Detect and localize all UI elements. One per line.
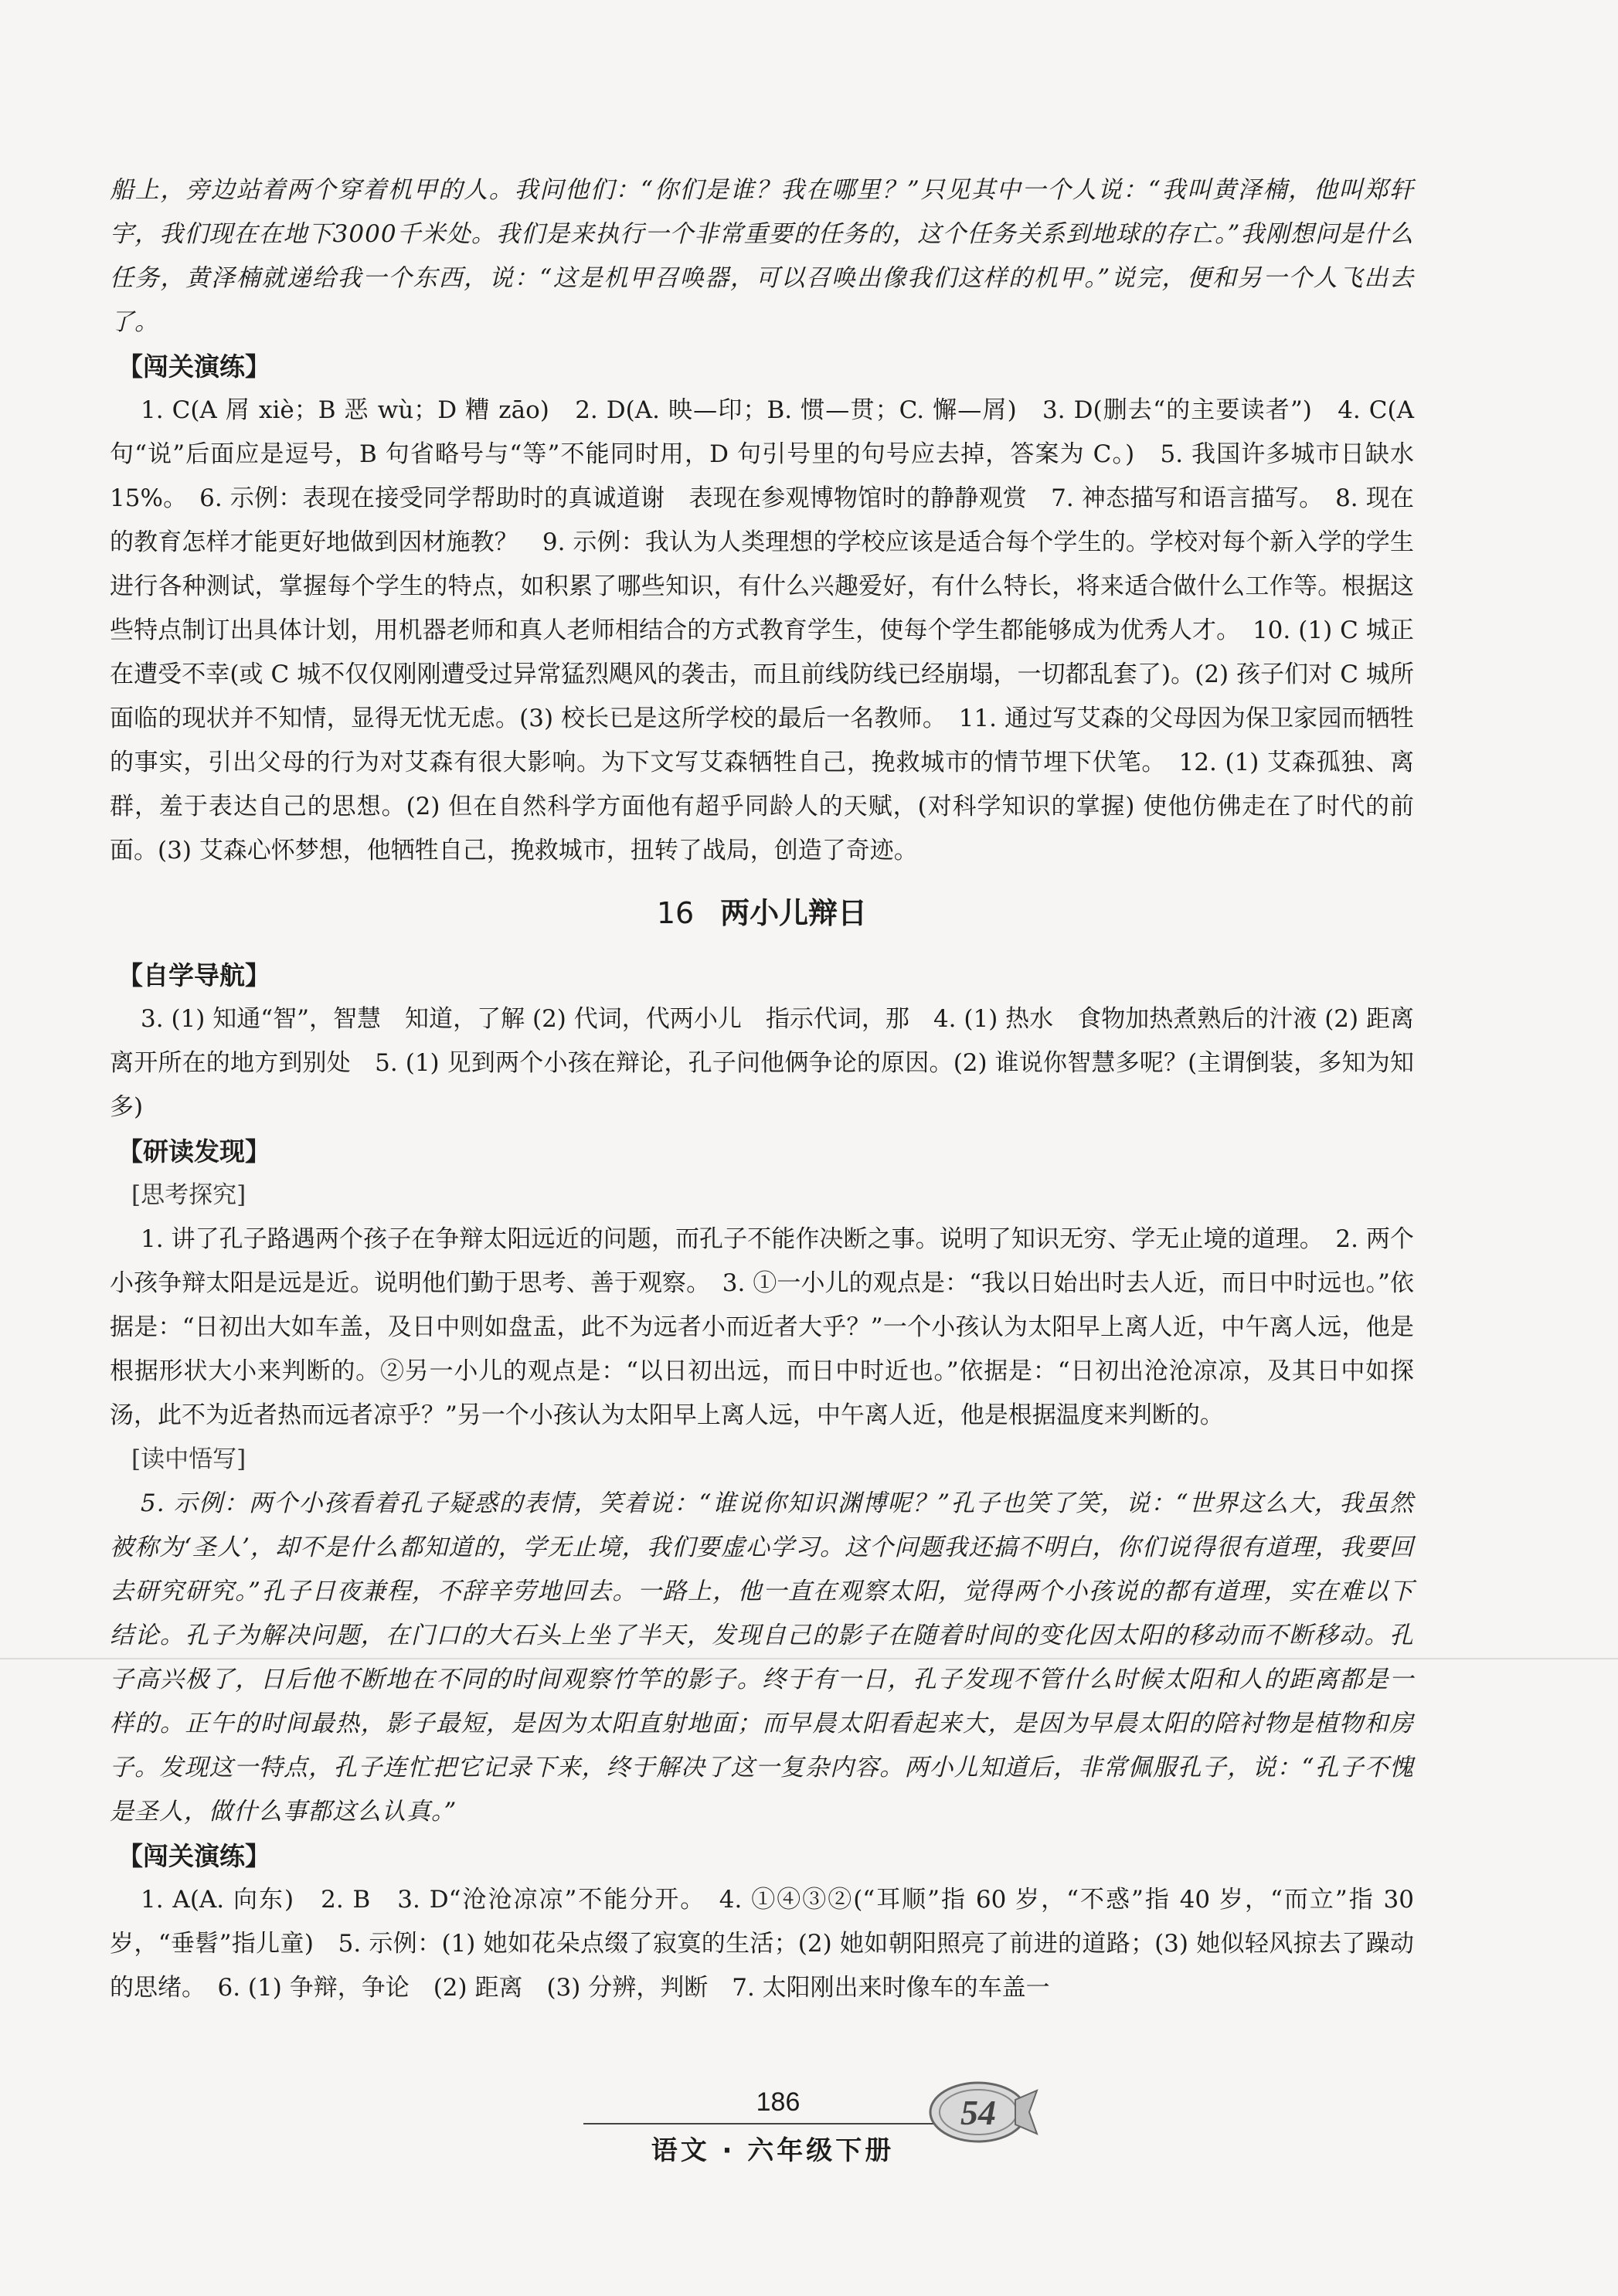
publisher-logo-icon — [924, 2077, 1040, 2148]
section-heading-self-study: 【自学导航】 — [117, 960, 270, 990]
story-continuation: 船上，旁边站着两个穿着机甲的人。我问他们：“你们是谁？我在哪里？”只见其中一个人说：“我叫黄泽楠，他叫郑轩宇，我们现在在地下3000千米处。我们是来执行一个非常重要的任务的，这个任务关系到地球的存亡。”我刚想问是什么任务，黄泽楠就递给我一个东西，说：“这是机甲召唤器，可以召唤出像我们这样的机甲。”说完，便和另一个人飞出去了。 — [110, 176, 1414, 336]
lesson-name: 两小儿辩日 — [720, 896, 868, 930]
subheading-reading-writing: [读中悟写] — [131, 1445, 246, 1473]
section-text-practice-1: 1. C(A 屑 xiè；B 恶 wù；D 糟 zāo) 2. D(A. 映—印；B. 惯—贯；C. 懈—屑) 3. D(删去“的主要读者”) 4. C(A 句“说”后面应是逗号，B 句省略号与“等”不能同时用，D 句引号里的句号应去掉，答案为 C。) 5. 我国许多城市日缺水 15%。 6. 示例：表现在接受同学帮助时的真诚道谢 表现在参观博物馆时的静静观赏 7. 神态描写和语言描写。 8. 现在的教育怎样才能更好地做到因材施教？ 9. 示例：我认为人类理想的学校应该是适合每个学生的。学校对每个新入学的学生进行各种测试，掌握每个学生的特点，如积累了哪些知识，有什么兴趣爱好，有什么特长，将来适合做什么工作等。根据这些特点制订出具体计划，用机器老师和真人老师相结合的方式教育学生，使每个学生都能够成为优秀人才。 10. (1) C 城正在遭受不幸(或 C 城不仅仅刚刚遭受过异常猛烈飓风的袭击，而且前线防线已经崩塌，一切都乱套了)。(2) 孩子们对 C 城所面临的现状并不知情，显得无忧无虑。(3) 校长已是这所学校的最后一名教师。 11. 通过写艾森的父母因为保卫家园而牺牲的事实，引出父母的行为对艾森有很大影响。为下文写艾森牺牲自己，挽救城市的情节埋下伏笔。 12. (1) 艾森孤独、离群，羞于表达自己的思想。(2) 但在自然科学方面他有超乎同龄人的天赋，(对科学知识的掌握) 使他仿佛走在了时代的前面。(3) 艾森心怀梦想，他牺牲自己，挽救城市，扭转了战局，创造了奇迹。 — [110, 396, 1414, 864]
subheading-thinking: [思考探究] — [131, 1181, 246, 1209]
page-number: 186 — [756, 2087, 801, 2117]
section-heading-study-discovery: 【研读发现】 — [117, 1136, 270, 1167]
logo-text: 54 — [960, 2093, 996, 2132]
book-title: 语文 · 六年级下册 — [651, 2135, 895, 2166]
lesson-title — [110, 890, 1414, 936]
answer-page — [110, 168, 1438, 2010]
section-text-practice-2: 1. A(A. 向东) 2. B 3. D“沧沧凉凉”不能分开。 4. ①④③②(“耳顺”指 60 岁，“不惑”指 40 岁，“而立”指 30 岁，“垂髫”指儿童) 5. 示例：(1) 她如花朵点缀了寂寞的生活；(2) 她如朝阳照亮了前进的道路；(3) 她似轻风掠去了躁动的思绪。 6. (1) 争辩，争论 (2) 距离 (3) 分辨，判断 7. 太阳刚出来时像车的车盖一 — [110, 1886, 1415, 2002]
section-text-reading-writing: 5. 示例：两个小孩看着孔子疑惑的表情，笑着说：“谁说你知识渊博呢？”孔子也笑了笑，说：“世界这么大，我虽然被称为‘圣人’，却不是什么都知道的，学无止境，我们要虚心学习。这个问题我还搞不明白，你们说得很有道理，我要回去研究研究。”孔子日夜兼程，不辞辛劳地回去。一路上，他一直在观察太阳，觉得两个小孩说的都有道理，实在难以下结论。孔子为解决问题，在门口的大石头上坐了半天，发现自己的影子在随着时间的变化因太阳的移动而不断移动。孔子高兴极了，日后他不断地在不同的时间观察竹竿的影子。终于有一日，孔子发现不管什么时候太阳和人的距离都是一样的。正午的时间最热，影子最短，是因为太阳直射地面；而早晨太阳看起来大，是因为早晨太阳的陪衬物是植物和房子。发现这一特点，孔子连忙把它记录下来，终于解决了这一复杂内容。两小儿知道后，非常佩服孔子，说：“孔子不愧是圣人，做什么事都这么认真。” — [110, 1489, 1414, 1826]
section-heading-practice-1: 【闯关演练】 — [117, 352, 270, 382]
section-text-self-study: 3. (1) 知通“智”，智慧 知道，了解 (2) 代词，代两小儿 指示代词，那 4. (1) 热水 食物加热煮熟后的汁液 (2) 距离 离开所在的地方到别处 5. (1) 见到两个小孩在辩论，孔子问他俩争论的原因。(2) 谁说你智慧多呢？(主谓倒装，多知为知多) — [110, 1005, 1438, 1121]
section-text-thinking: 1. 讲了孔子路遇两个孩子在争辩太阳远近的问题，而孔子不能作决断之事。说明了知识无穷、学无止境的道理。 2. 两个小孩争辩太阳是远是近。说明他们勤于思考、善于观察。 3. ①一小儿的观点是：“我以日始出时去人近，而日中时远也。”依据是：“日初出大如车盖，及日中则如盘盂，此不为远者小而近者大乎？”一个小孩认为太阳早上离人近，中午离人远，他是根据形状大小来判断的。②另一小儿的观点是：“以日初出远，而日中时近也。”依据是：“日初出沧沧凉凉，及其日中如探汤，此不为近者热而远者凉乎？”另一个小孩认为太阳早上离人远，中午离人近，他是根据温度来判断的。 — [110, 1225, 1414, 1429]
lesson-number: 16 — [656, 896, 695, 930]
section-heading-practice-2: 【闯关演练】 — [117, 1841, 270, 1871]
